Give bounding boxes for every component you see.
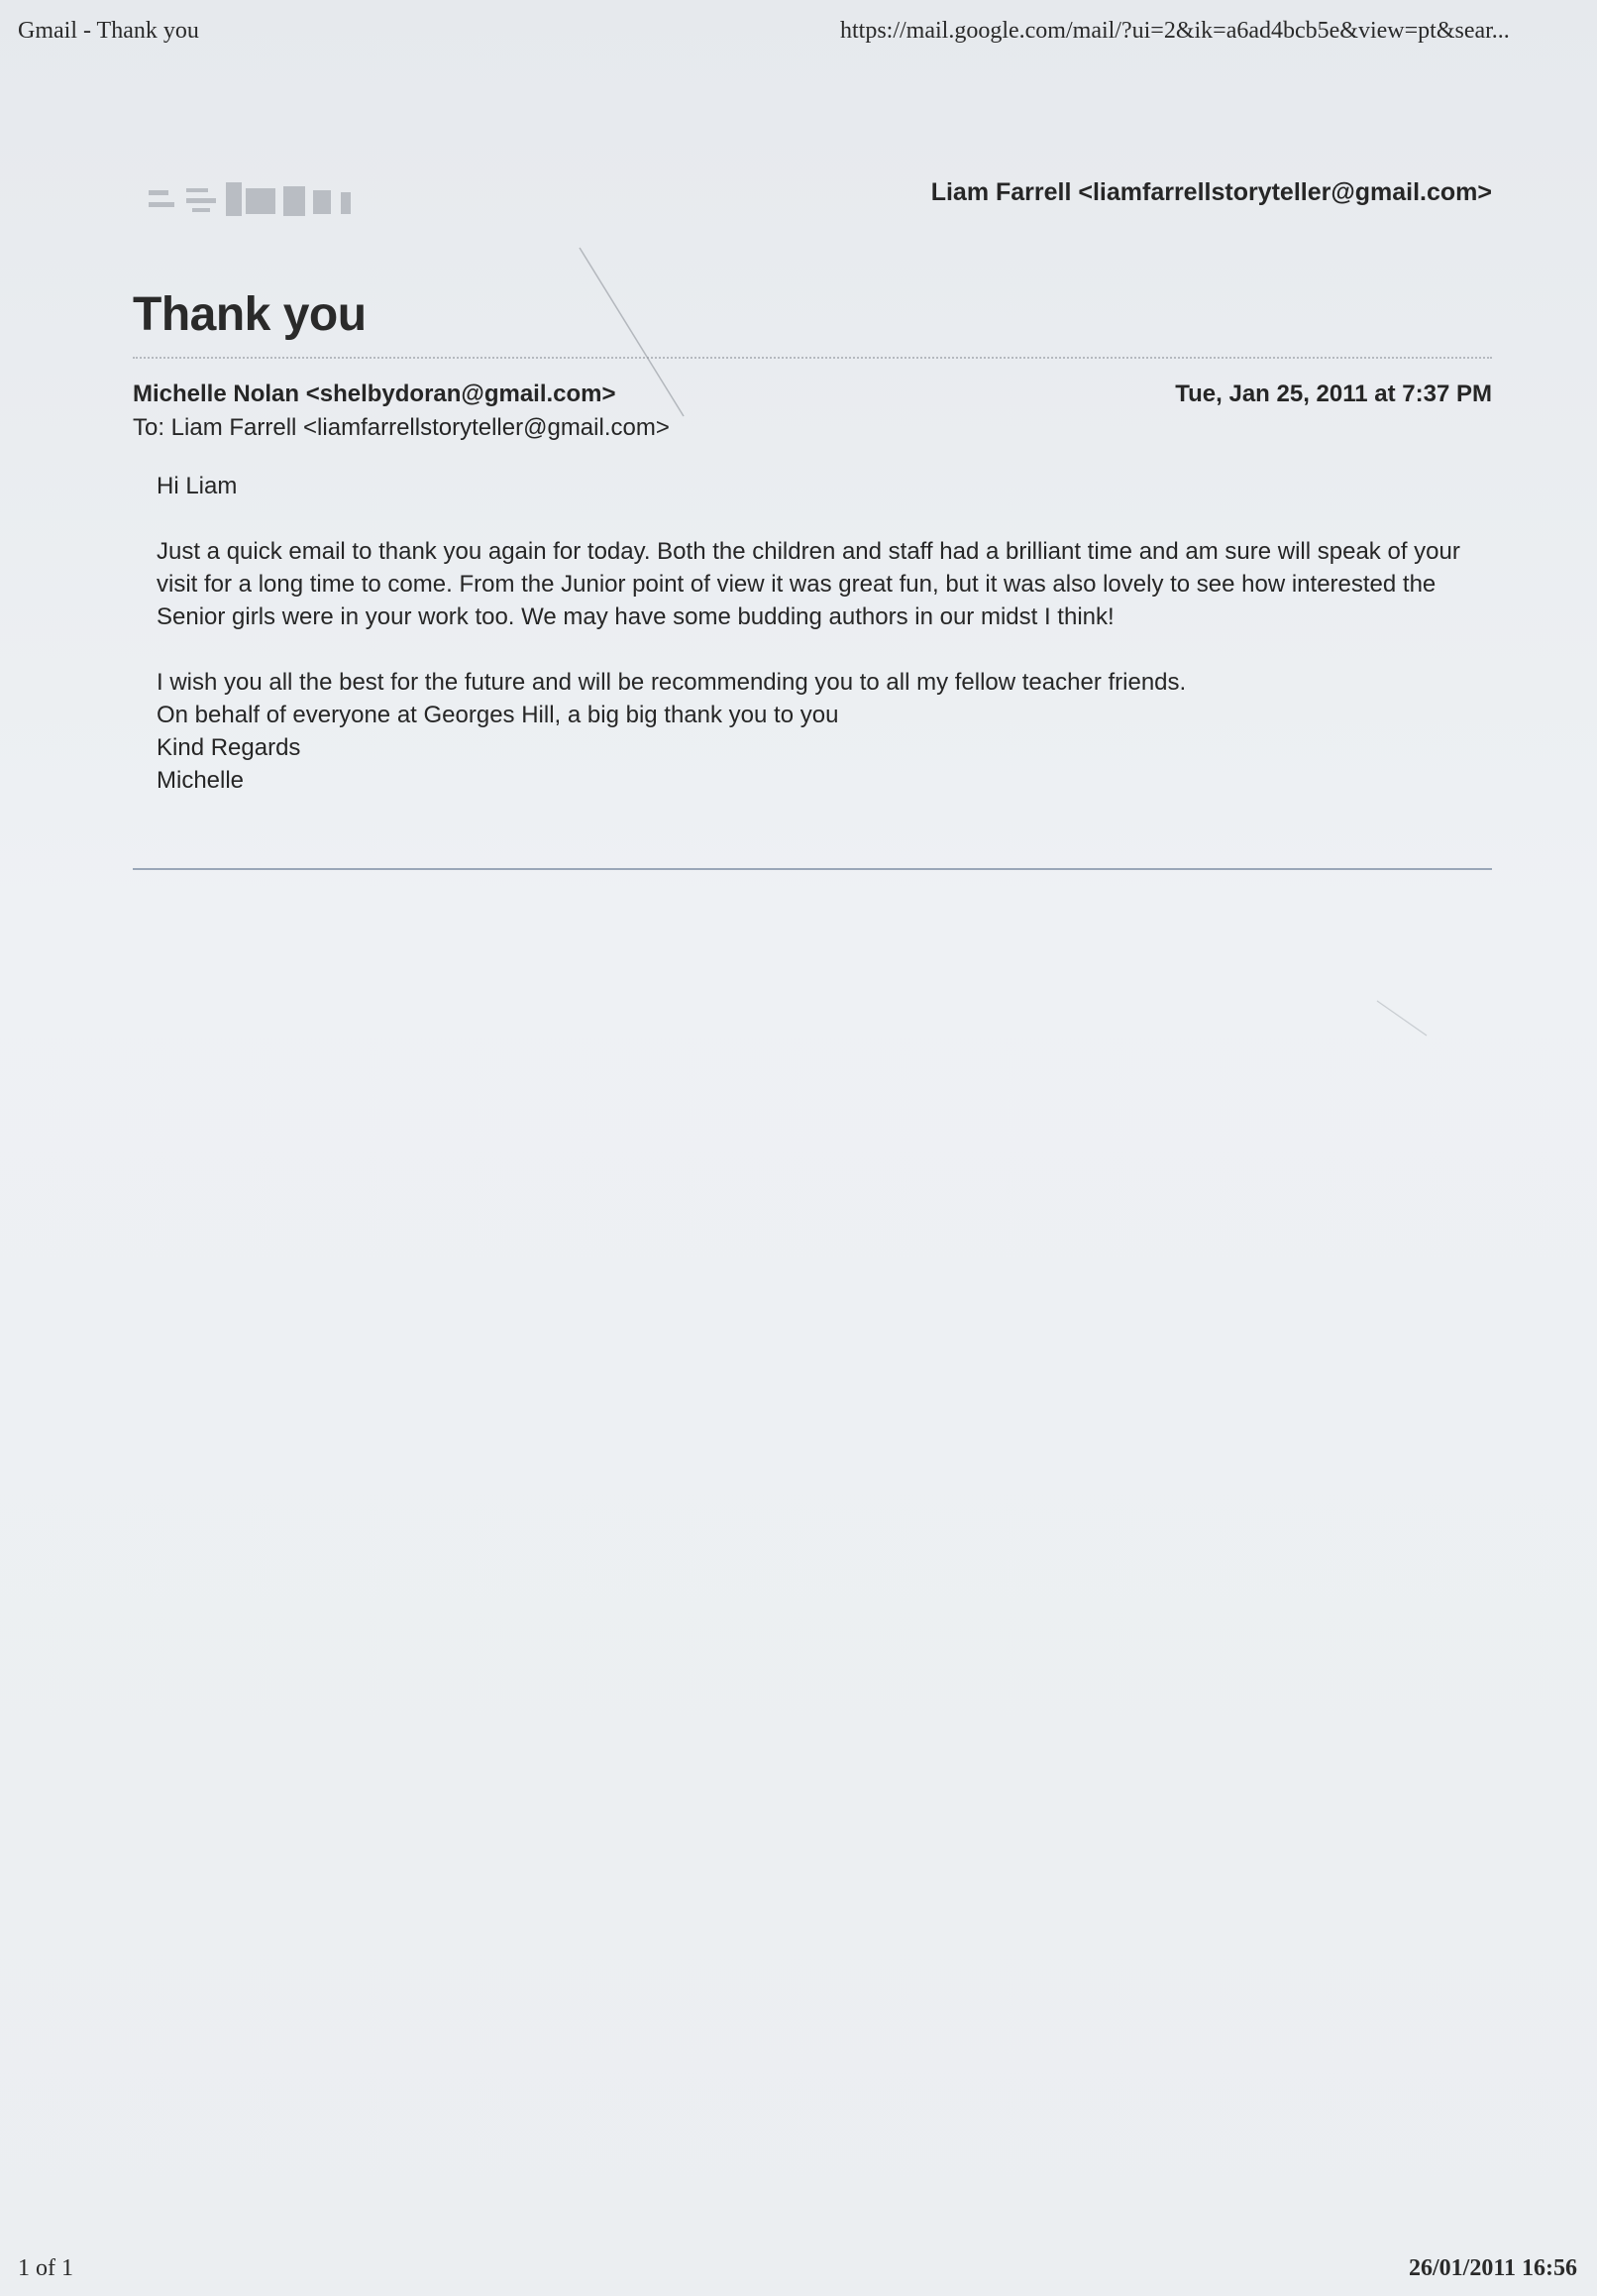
email-line: On behalf of everyone at Georges Hill, a big big thank you to you <box>157 702 839 728</box>
email-recipient: To: Liam Farrell <liamfarrellstoryteller@gmail.com> <box>133 414 670 441</box>
print-header-title: Gmail - Thank you <box>18 18 199 44</box>
message-divider <box>133 868 1492 870</box>
email-subject: Thank you <box>133 288 367 341</box>
email-signature: Michelle <box>157 767 245 794</box>
header-divider <box>133 357 1492 359</box>
email-greeting: Hi Liam <box>157 473 238 499</box>
email-closing: Kind Regards <box>157 734 301 761</box>
email-date: Tue, Jan 25, 2011 at 7:37 PM <box>1175 381 1492 407</box>
print-footer-datetime: 26/01/2011 16:56 <box>1409 2255 1578 2281</box>
email-body <box>157 470 1464 797</box>
account-user: Liam Farrell <liamfarrellstoryteller@gmail.com> <box>930 178 1492 206</box>
email-paragraph: Just a quick email to thank you again for today. Both the children and staff had a brilliant time and am sure will speak of your visit for a long time to come. From the Junior point of view it was great fun, but it was also lovely to see how interested the Senior girls were in your work too. We may have some budding authors in our midst I think! <box>157 538 1460 630</box>
print-footer-page: 1 of 1 <box>18 2255 73 2281</box>
email-line: I wish you all the best for the future and will be recommending you to all my fellow teacher friends. <box>157 669 1187 696</box>
print-header-url: https://mail.google.com/mail/?ui=2&ik=a6ad4bcb5e&view=pt&sear... <box>840 18 1510 44</box>
gmail-logo <box>147 168 404 228</box>
email-sender: Michelle Nolan <shelbydoran@gmail.com> <box>133 381 616 407</box>
